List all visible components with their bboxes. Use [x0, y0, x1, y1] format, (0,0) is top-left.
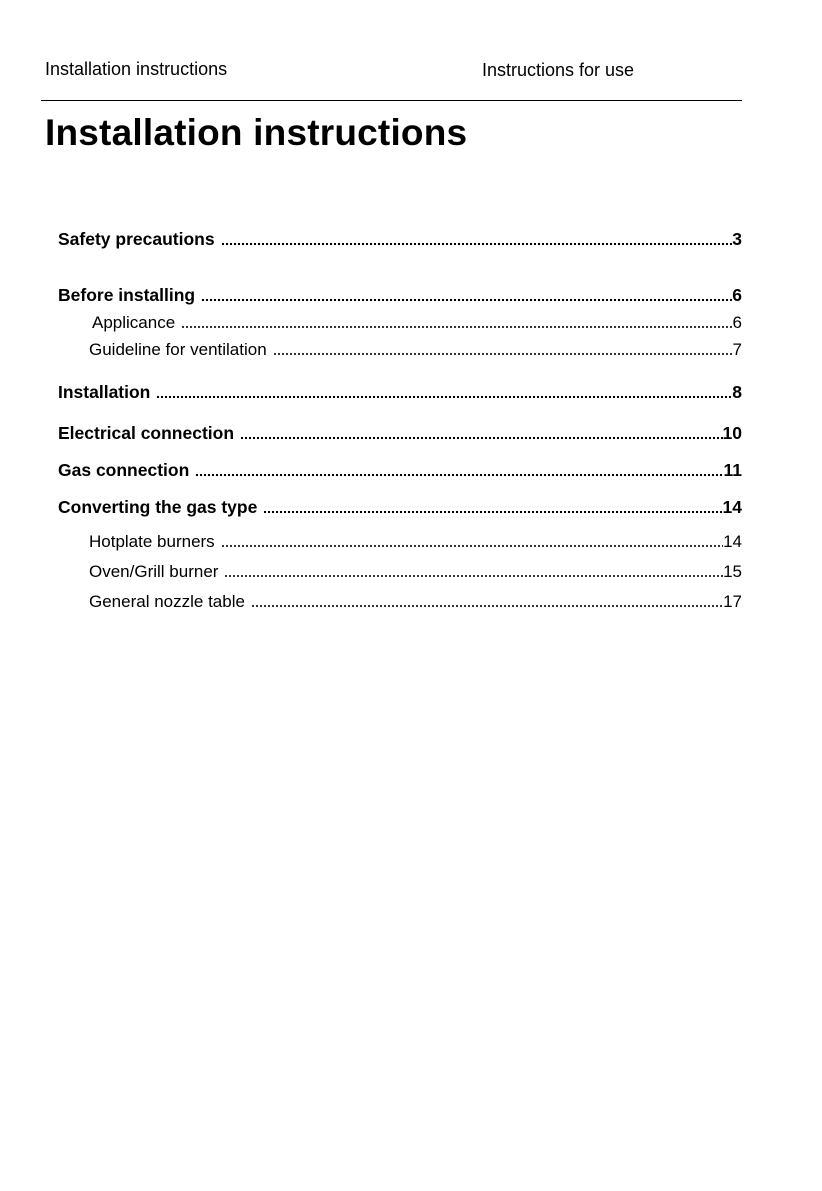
toc-entry-label: Gas connection: [58, 460, 190, 480]
toc-dot-leader: [195, 473, 723, 477]
toc-dot-leader: [156, 395, 732, 399]
toc-entry-page: 14: [723, 532, 742, 551]
toc-entry-label: General nozzle table: [89, 592, 245, 611]
toc-entry-oven-grill-burner[interactable]: [89, 562, 742, 582]
toc-dot-leader: [221, 544, 723, 548]
toc-dot-leader: [263, 510, 722, 514]
toc-dot-leader: [201, 298, 732, 302]
toc-entry-label: Electrical connection: [58, 423, 235, 443]
toc-entry-label: Oven/Grill burner: [89, 562, 219, 581]
toc-entry-label: Hotplate burners: [89, 532, 215, 551]
toc-dot-leader: [224, 574, 723, 578]
toc-entry-label: Converting the gas type: [58, 497, 258, 517]
toc-dot-leader: [240, 436, 723, 440]
toc-entry-installation[interactable]: [58, 382, 742, 403]
running-header-left: Installation instructions: [45, 59, 228, 79]
toc-dot-leader: [251, 604, 723, 608]
toc-entry-label: Installation: [58, 382, 151, 402]
toc-entry-applicance[interactable]: [92, 313, 742, 333]
toc-entry-label: Guideline for ventilation: [89, 340, 267, 359]
toc-entry-page: 7: [732, 340, 742, 359]
toc-entry-page: 17: [723, 592, 742, 611]
toc-entry-gas-connection[interactable]: [58, 460, 742, 481]
toc-entry-guideline-for-ventilation[interactable]: [89, 340, 742, 360]
toc-dot-leader: [221, 242, 733, 246]
toc-entry-label: Applicance: [92, 313, 176, 332]
toc-entry-page: 6: [732, 285, 742, 305]
running-header-right: Instructions for use: [482, 60, 635, 80]
toc-entry-page: 10: [722, 423, 742, 443]
toc-entry-electrical-connection[interactable]: [58, 423, 742, 444]
toc-entry-converting-the-gas-type[interactable]: [58, 497, 742, 518]
toc-entry-hotplate-burners[interactable]: [89, 532, 742, 552]
toc-entry-page: 6: [732, 313, 742, 332]
toc-entry-page: 3: [732, 229, 742, 249]
toc-dot-leader: [181, 325, 732, 329]
page-title: Installation instructions: [45, 112, 468, 153]
toc-entry-before-installing[interactable]: [58, 285, 742, 306]
toc-entry-page: 8: [732, 382, 742, 402]
toc-entry-page: 15: [723, 562, 742, 581]
toc-entry-label: Before installing: [58, 285, 196, 305]
toc-dot-leader: [273, 352, 733, 356]
toc-entry-page: 14: [722, 497, 742, 517]
toc-entry-general-nozzle-table[interactable]: [89, 592, 742, 612]
toc-entry-page: 11: [723, 460, 742, 480]
toc-entry-label: Safety precautions: [58, 229, 215, 249]
toc-entry-safety-precautions[interactable]: [58, 229, 742, 250]
